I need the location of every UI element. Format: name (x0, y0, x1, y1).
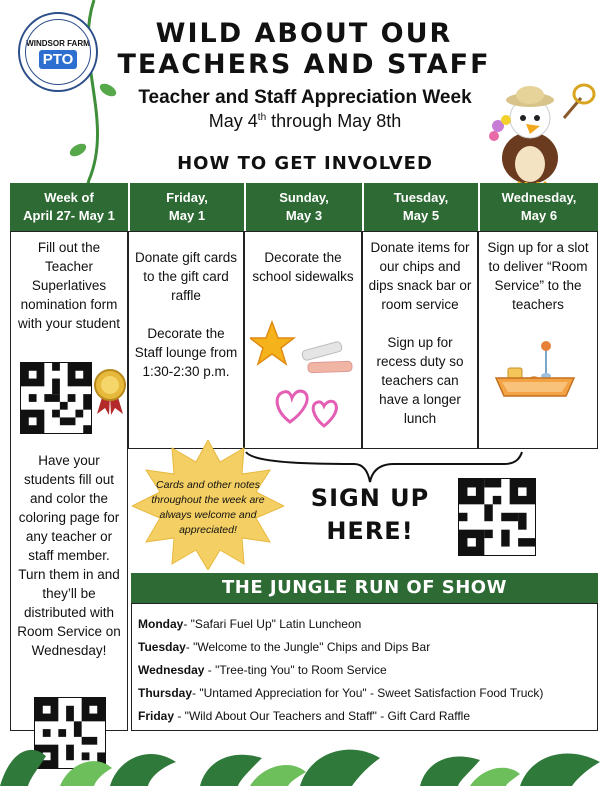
title-line-2: TEACHERS AND STAFF (117, 49, 491, 80)
logo-pto: PTO (39, 50, 78, 69)
run-text: - "Tree-ting You" to Room Service (204, 663, 387, 677)
ribbon-medal-icon (93, 368, 127, 416)
logo-ring (25, 19, 91, 85)
logo-school-name: WINDSOR FARM (26, 39, 90, 48)
column-header-friday (128, 183, 244, 231)
room-service-tray-icon (494, 338, 576, 400)
signup-line-1: SIGN UP (310, 484, 430, 512)
run-of-show-list (131, 603, 598, 731)
column-header-tuesday (362, 183, 478, 231)
cell-tuesday (362, 231, 478, 449)
jungle-leaves-icon (0, 722, 609, 786)
starburst-text: Cards and other notes throughout the week are always welcome and appreciated! (151, 479, 265, 536)
eagle-mascot-icon (486, 78, 596, 190)
run-of-show-title: THE JUNGLE RUN OF SHOW (131, 573, 598, 603)
date-start-suffix: th (257, 112, 267, 123)
column-header-line2: May 1 (168, 208, 206, 223)
column-header-line2: May 5 (402, 208, 440, 223)
page-subtitle: Teacher and Staff Appreciation Week (138, 87, 472, 108)
column-header-line1: Week of (44, 190, 94, 205)
section-heading: HOW TO GET INVOLVED (177, 153, 433, 174)
friday-text-2: Decorate the Staff lounge from 1:30-2:30 p.m. (134, 326, 238, 379)
column-header-line1: Friday, (166, 190, 208, 205)
week-bottom-text: Have your students fill out and color the coloring page for any teacher or staff member. Turn them in and they’ll be distributed with Room Service on Wednesday! (17, 453, 121, 658)
cell-week (10, 231, 128, 731)
date-start: May 4 (208, 111, 258, 131)
qr-code-icon[interactable] (20, 362, 92, 434)
column-header-wednesday (478, 183, 598, 231)
column-header-line1: Wednesday, (501, 190, 577, 205)
column-header-line2: April 27- May 1 (23, 208, 115, 223)
column-header-line1: Sunday, (279, 190, 329, 205)
run-text: - "Wild About Our Teachers and Staff" - Gift Card Raffle (174, 709, 471, 723)
list-item (138, 636, 591, 659)
tuesday-text-1: Donate items for our chips and dips snack bar or room service (368, 240, 472, 312)
signup-line-2: HERE! (326, 517, 414, 545)
date-rest: through May 8th (266, 111, 402, 131)
run-day: Thursday (138, 686, 193, 700)
list-item (138, 613, 591, 636)
date-range (100, 111, 510, 132)
column-header-sunday (244, 183, 362, 231)
sunday-text: Decorate the school sidewalks (252, 250, 354, 284)
hearts-icon (272, 382, 342, 430)
signup-callout (300, 482, 440, 548)
wednesday-text: Sign up for a slot to deliver “Room Service” to the teachers (487, 240, 589, 312)
star-chalk-icon (250, 320, 354, 380)
run-day: Tuesday (138, 640, 186, 654)
run-day: Wednesday (138, 663, 205, 677)
list-item (138, 659, 591, 682)
column-header-line2: May 3 (285, 208, 323, 223)
run-day: Friday (138, 709, 175, 723)
run-text: - "Safari Fuel Up" Latin Luncheon (183, 617, 362, 631)
tuesday-text-2: Sign up for recess duty so teachers can have a longer lunch (376, 335, 464, 426)
week-top-text: Fill out the Teacher Superlatives nomination form with your student (17, 240, 121, 331)
title-line-1: WILD ABOUT OUR (155, 18, 453, 49)
page-title (104, 18, 504, 80)
cell-friday (128, 231, 244, 449)
friday-text-1: Donate gift cards to the gift card raffle (134, 250, 238, 303)
column-header-week (10, 183, 128, 231)
pto-logo (18, 12, 98, 92)
run-text: - "Welcome to the Jungle" Chips and Dips Bar (185, 640, 431, 654)
run-text: - "Untamed Appreciation for You" - Sweet Satisfaction Food Truck) (192, 686, 544, 700)
qr-code-icon[interactable] (458, 478, 536, 556)
list-item (138, 682, 591, 705)
run-day: Monday (138, 617, 184, 631)
column-header-line2: May 6 (520, 208, 558, 223)
column-header-line1: Tuesday, (393, 190, 449, 205)
